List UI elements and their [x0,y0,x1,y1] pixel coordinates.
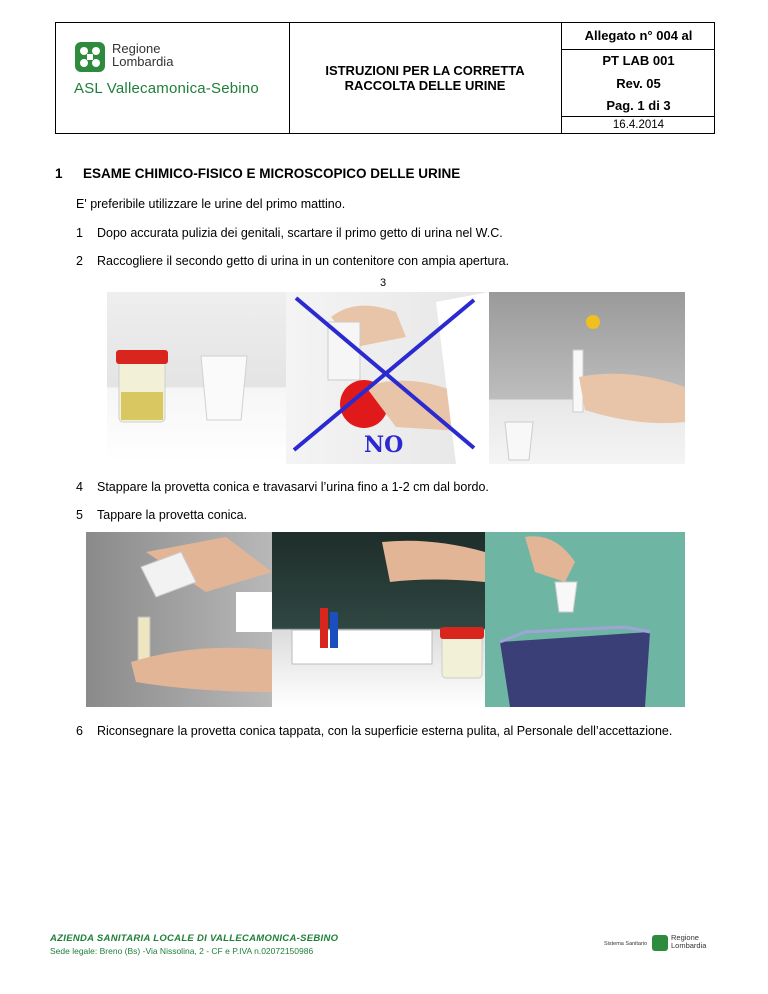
section-number: 1 [55,166,63,181]
footer-logo [604,932,714,954]
photo-tube-rack [272,532,485,707]
footer-agency: AZIENDA SANITARIA LOCALE DI VALLECAMONICA-SEBINO [50,933,339,944]
page-number: Pag. 1 di 3 [606,98,671,113]
logo-asl: ASL [74,80,103,97]
step-number: 2 [76,254,83,268]
step-number: 5 [76,508,83,522]
document-title [325,63,524,93]
logo-cell [56,23,290,133]
photo-containers [107,292,286,464]
step-number: 6 [76,724,83,738]
title-cell [289,23,562,133]
step-text: Stappare la provetta conica e travasarvi l’urina fino a 1-2 cm dal bordo. [97,480,489,494]
step-text: Dopo accurata pulizia dei genitali, scartare il primo getto di urina nel W.C. [97,226,503,240]
title-line1: ISTRUZIONI PER LA CORRETTA [325,63,525,78]
logo-asl-text [74,80,259,97]
photo-pouring [86,532,272,707]
photo-wrong-method [286,292,489,464]
document-date: 16.4.2014 [612,119,665,131]
footer-logo-l1: Regione [671,933,699,942]
section-title: ESAME CHIMICO-FISICO E MICROSCOPICO DELLE URINE [83,166,461,181]
footer-address: Sede legale: Breno (Bs) -Via Nissolina, 2 - CF e P.IVA n.02072150986 [50,946,314,956]
step-number: 1 [76,226,83,240]
logo-asl-name: Vallecamonica-Sebino [106,80,259,97]
photo-disposal [485,532,685,707]
footer-logo-l2: Lombardia [671,941,707,950]
reference-cell [562,23,715,133]
logo-line1: Regione [112,41,161,56]
footer-logo-sys: Sistema Sanitario [604,941,648,947]
step-text: Riconsegnare la provetta conica tappata, con la superficie esterna pulita, al Personale dell’accettazione. [97,724,673,738]
regione-lombardia-logo-icon [75,42,105,72]
intro-text [76,197,345,211]
step-number: 4 [76,480,83,494]
section-heading [55,166,460,181]
step-3-number: 3 [380,277,387,289]
footer-lombardia-icon [652,935,668,951]
step-text: Tappare la provetta conica. [97,508,248,522]
no-label: NO [364,432,404,458]
document-header [55,22,715,134]
footer-logo-region [671,934,706,950]
step-text: Raccogliere il secondo getto di urina in un contenitore con ampia apertura. [97,254,510,268]
photo-test-tube [489,292,685,464]
pt-code: PT LAB 001 [602,53,675,68]
revision: Rev. 05 [616,76,661,91]
allegato-label: Allegato n° 004 al [584,28,693,43]
intro-content: E' preferibile utilizzare le urine del primo mattino. [76,197,346,211]
logo-line2: Lombardia [112,54,174,69]
title-line2: RACCOLTA DELLE URINE [344,78,506,93]
logo-region-text [112,42,173,68]
